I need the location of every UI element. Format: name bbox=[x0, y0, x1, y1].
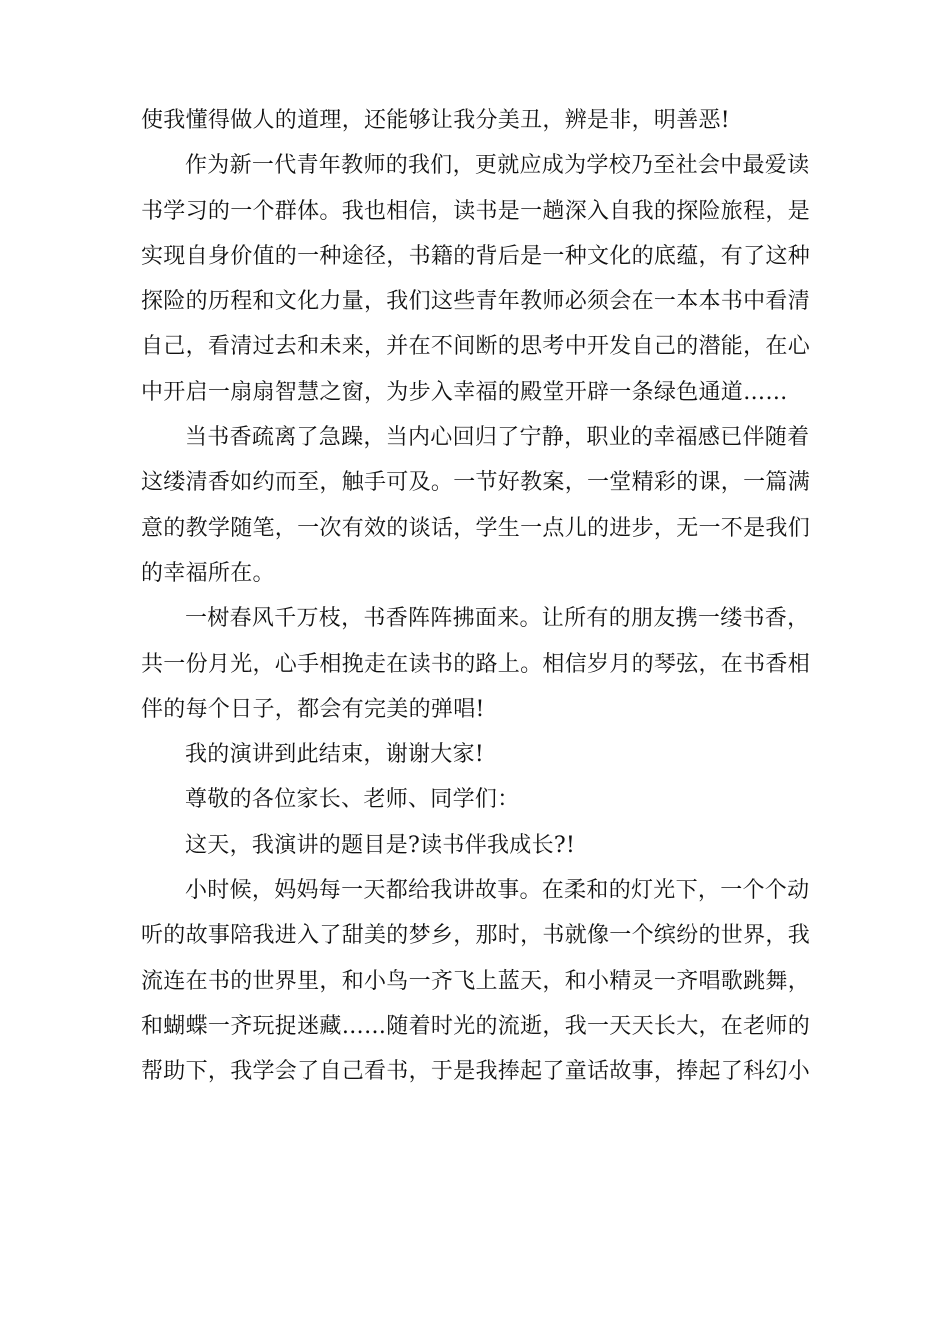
text-line: 自己，看清过去和未来，并在不间断的思考中开发自己的潜能，在心 bbox=[141, 334, 811, 360]
text-line: 这缕清香如约而至，触手可及。一节好教案，一堂精彩的课，一篇满 bbox=[141, 470, 811, 496]
text-line: 帮助下，我学会了自己看书，于是我捧起了童话故事，捧起了科幻小 bbox=[141, 1059, 811, 1085]
text-line: 实现自身价值的一种途径，书籍的背后是一种文化的底蕴，有了这种 bbox=[141, 243, 811, 269]
text-line: 共一份月光，心手相挽走在读书的路上。相信岁月的琴弦，在书香相 bbox=[141, 651, 811, 677]
text-line: 尊敬的各位家长、老师、同学们： bbox=[185, 787, 520, 813]
text-line: 伴的每个日子，都会有完美的弹唱! bbox=[141, 696, 485, 722]
text-line: 流连在书的世界里，和小鸟一齐飞上蓝天，和小精灵一齐唱歌跳舞， bbox=[141, 968, 811, 994]
text-line: 的幸福所在。 bbox=[141, 560, 275, 586]
text-line: 一树春风千万枝，书香阵阵拂面来。让所有的朋友携一缕书香， bbox=[185, 606, 810, 632]
text-line: 小时候，妈妈每一天都给我讲故事。在柔和的灯光下，一个个动 bbox=[185, 878, 810, 904]
text-line: 我的演讲到此结束，谢谢大家! bbox=[185, 742, 485, 768]
text-line: 使我懂得做人的道理，还能够让我分美丑，辨是非，明善恶! bbox=[141, 108, 730, 133]
text-line: 这天，我演讲的题目是?读书伴我成长?! bbox=[185, 832, 576, 858]
text-line: 中开启一扇扇智慧之窗，为步入幸福的殿堂开辟一条绿色通道…… bbox=[141, 379, 788, 405]
text-line: 和蝴蝶一齐玩捉迷藏……随着时光的流逝，我一天天长大，在老师的 bbox=[141, 1013, 811, 1039]
text-line: 探险的历程和文化力量，我们这些青年教师必须会在一本本书中看清 bbox=[141, 289, 811, 315]
text-line: 听的故事陪我进入了甜美的梦乡，那时，书就像一个缤纷的世界，我 bbox=[141, 923, 811, 949]
text-line: 当书香疏离了急躁，当内心回归了宁静，职业的幸福感已伴随着 bbox=[185, 425, 810, 451]
text-line: 书学习的一个群体。我也相信，读书是一趟深入自我的探险旅程，是 bbox=[141, 198, 811, 224]
document-body bbox=[141, 98, 816, 1095]
text-line: 作为新一代青年教师的我们，更就应成为学校乃至社会中最爱读 bbox=[185, 153, 810, 179]
text-line: 意的教学随笔，一次有效的谈话，学生一点儿的进步，无一不是我们 bbox=[141, 515, 811, 541]
